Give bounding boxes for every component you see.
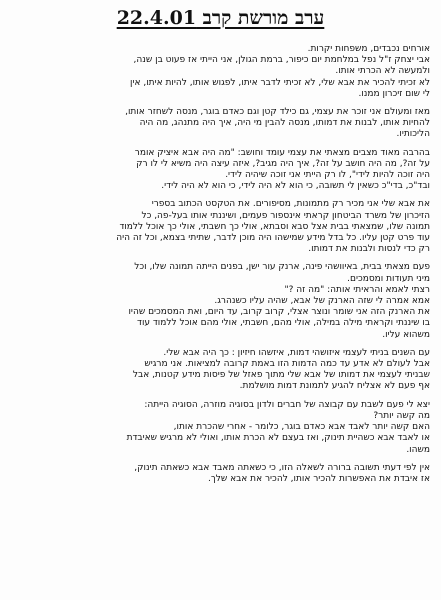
paragraph bbox=[12, 262, 430, 340]
text-line: מאז ומעולם אני זוכר את עצמי, גם כילד קטן וגם כאדם בוגר, מנסה לשחזר אותו, bbox=[125, 107, 430, 118]
paragraph bbox=[12, 107, 430, 141]
paragraph bbox=[12, 348, 430, 393]
text-line: על זה?, מה היה חושב על זה?, איך היה מגיב?, איזה עיצה היה משיא לי לו רק bbox=[136, 158, 430, 169]
text-line: יצא לי פעם לשבת עם קבוצה של חברים ולדון בסוגיה מוזרה, הסוגיה הייתה: bbox=[144, 399, 430, 410]
document-title bbox=[0, 6, 441, 30]
text-line: אמא אמרה לי שזה הארנק של אבא, שהיה עליו כשנהרג. bbox=[214, 296, 430, 307]
text-line: את אבא שלי אני מכיר רק מתמונות, מסיפורים. את הטקסט הכתוב בספרי bbox=[151, 199, 430, 210]
text-line: אין לפי דעתי תשובה ברורה לשאלה הזו, כי כשאתה מאבד אבא כשאתה תינוק, bbox=[134, 462, 430, 473]
text-line: תמונה שלו, שמצאתי בבית אצל סבא וסבתא, אולי כך חשבתי, אולי כך אוכל ללמוד bbox=[119, 221, 430, 232]
text-line: האם קשה יותר לאבד אבא כאדם בוגר, כלומר - אחרי שהכרת אותו, bbox=[173, 422, 430, 433]
text-line: רצתי לאמא והראיתי אותה: "מה זה ?" bbox=[284, 284, 430, 295]
text-line: לא זכיתי להכיר את אבא שלי, לא זכיתי לדבר איתו, לפגוש אותו, להיות איתו, אין bbox=[130, 77, 430, 88]
text-line: אבל לעולם לא אדע עד כמה הדמות הזו באמת קרובה למציאות. אני מרגיש bbox=[144, 359, 430, 370]
text-line: בו שיננתי וקראתי מילה במילה, אולי מהם, חשבתי, אולי מהם אוכל ללמוד עוד bbox=[137, 318, 430, 329]
text-line: אז איבדת את האפשרות להכיר אותו, להכיר את אבא שלך. bbox=[208, 473, 430, 484]
document-title-text: ערב מורשת קרב 22.4.01 bbox=[116, 7, 325, 29]
text-line: בהרבה מאוד מצבים מצאתי את עצמי עומד וחושב: "מה היה אבא איציק אומר bbox=[134, 147, 430, 158]
paragraph bbox=[12, 463, 430, 485]
text-line: שבניתי לעצמי את דמותו של אבא שלי מתוך פאזל של פיסות מידע קטנות, אבל bbox=[132, 370, 430, 381]
text-line: משהו. bbox=[406, 444, 430, 455]
text-line: אבי יצחק ז"ל נפל במלחמת יום כיפור, ברמת הגולן, אני הייתי אז פעוט בן שנה, bbox=[133, 55, 430, 66]
text-line: הזיכרון של משרד הביטחון קראתי אינספור פעמים, ושיננתי אותו בעל-פה, כל bbox=[141, 210, 430, 221]
text-line: ולמעשה לא הכרתי אותו. bbox=[335, 66, 430, 77]
document-body bbox=[12, 44, 430, 492]
text-line: הליכותיו. bbox=[396, 129, 430, 140]
paragraph bbox=[12, 44, 430, 100]
paragraph bbox=[12, 199, 430, 255]
text-line: לי שום זיכרון ממנו. bbox=[358, 88, 430, 99]
text-line: מה קשה יותר? bbox=[373, 410, 430, 421]
text-line: עם השנים בניתי לעצמי איזושהי דמות, איזשהו חיזיון : כך היה אבא שלי. bbox=[163, 347, 430, 358]
text-line: את הארנק הזה אני שומר ונוצר אצלי, קרוב קרוב, עד היום, ואת המסמכים שהיו bbox=[128, 307, 430, 318]
paragraph bbox=[12, 400, 430, 456]
text-line: אף פעם לא אצליח להגיע לתמונת דמות מושלמת. bbox=[239, 381, 430, 392]
text-line: עוד פרט קטן עליו. כל בדל מידע שמישהו היה מוכן לדבר, שתיתי בצמא, וכל זה היה bbox=[116, 233, 430, 244]
text-line: משהוא עליו. bbox=[382, 329, 430, 340]
paragraph bbox=[12, 148, 430, 193]
text-line: או לאבד אבא כשהיית תינוק, ואז בעצם לא הכרת אותו, ואולי לא מרגיש שאיבדת bbox=[126, 433, 430, 444]
text-line: היה זוכה להיות לידי", לו רק הייתי אני זוכה שיהיה לידי. bbox=[225, 170, 430, 181]
text-line: מיני תעודות ומסמכים. bbox=[347, 273, 430, 284]
text-line: להחיות אותו, לבנות את דמותו, מנסה להבין מי היה, איך היה מתנהג, מה היה bbox=[139, 118, 430, 129]
text-line: ובד"כ, בדי"כ כשאין לי תשובה, כי הוא לא היה לידי, כי הוא לא היה לידי. bbox=[161, 181, 430, 192]
text-line: אורחים נכבדים, משפחות יקרות. bbox=[307, 44, 430, 54]
text-line: פעם מצאתי בבית, באיוושהי פינה, ארנק עור ישן, בפנים הייתה תמונה שלו, וכל bbox=[134, 262, 430, 273]
text-line: רק כדי לנסות ולבנות את דמותו. bbox=[308, 244, 430, 255]
